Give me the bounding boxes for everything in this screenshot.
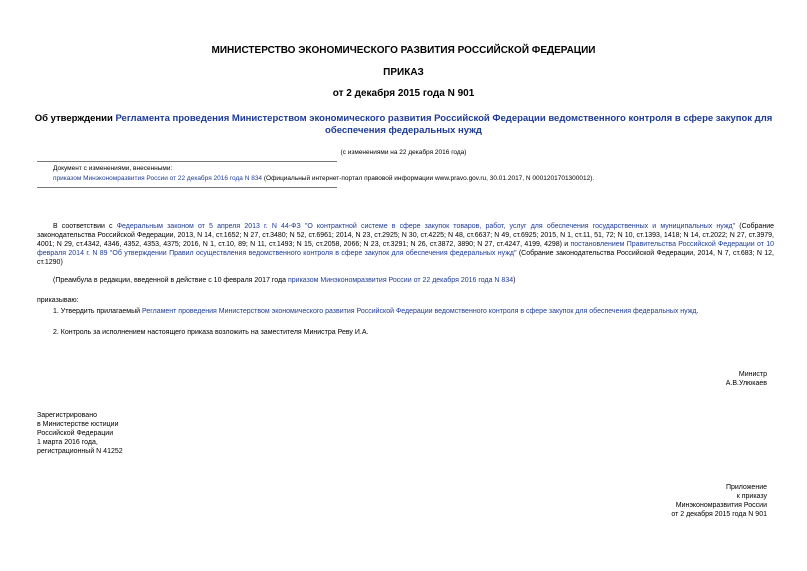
changes-box-bottom-divider — [37, 187, 337, 188]
preamble-paragraph — [37, 222, 774, 267]
edit-note-order-link[interactable]: приказом Минэкономразвития России от 22 декабря 2016 года N 834 — [287, 277, 514, 284]
changes-order-link[interactable]: приказом Минэкономразвития России от 22 декабря 2016 года N 834 — [53, 175, 263, 182]
registration-line5: регистрационный N 41252 — [37, 448, 123, 455]
signature-name: А.В.Улюкаев — [725, 380, 767, 387]
doc-type-heading: ПРИКАЗ — [383, 67, 424, 78]
revision-note: (с изменениями на 22 декабря 2016 года) — [340, 149, 467, 156]
item1-prefix: 1. Утвердить прилагаемый — [53, 308, 142, 315]
federal-law-link[interactable]: Федеральным законом от 5 апреля 2013 г. N 44-ФЗ "О контрактной системе в сфере закупок товаров, работ, услуг для обеспечения государственных и муниципальных нужд" — [116, 223, 736, 230]
registration-line4: 1 марта 2016 года, — [37, 439, 98, 446]
signature-block — [726, 370, 767, 388]
changes-intro: Документ с изменениями, внесенными: — [53, 165, 173, 172]
item1-suffix: . — [696, 308, 699, 315]
edit-note-suffix: ) — [513, 277, 516, 284]
title-prefix: Об утверждении — [34, 113, 116, 124]
document-title — [0, 113, 807, 137]
registration-line2: в Министерстве юстиции — [37, 421, 119, 428]
preamble-edit-note — [53, 276, 515, 285]
edit-note-prefix: (Преамбула в редакции, введенной в действие с 10 февраля 2017 года — [53, 277, 288, 284]
registration-line3: Российской Федерации — [37, 430, 114, 437]
changes-box-top-divider — [37, 161, 337, 162]
appendix-line2: к приказу — [736, 493, 767, 500]
signature-position: Министр — [738, 371, 767, 378]
appendix-line3: Минэкономразвития России — [675, 502, 767, 509]
changes-suffix: (Официальный интернет-портал правовой информации www.pravo.gov.ru, 30.01.2017, N 0001201701300012). — [262, 175, 595, 182]
appendix-line4: от 2 декабря 2015 года N 901 — [671, 511, 767, 518]
appendix-line1: Приложение — [725, 484, 767, 491]
title-regulation-link-line2[interactable]: обеспечения федеральных нужд — [325, 125, 482, 136]
order-word: приказываю: — [37, 297, 79, 304]
order-item-1 — [53, 307, 698, 316]
title-regulation-link[interactable]: Регламента проведения Министерством экономического развития Российской Федерации ведомственного контроля в сфере закупок для — [115, 113, 773, 124]
changes-line — [53, 174, 594, 183]
preamble-lead: В соответствии с — [53, 223, 117, 230]
ministry-heading: МИНИСТЕРСТВО ЭКОНОМИЧЕСКОГО РАЗВИТИЯ РОССИЙСКОЙ ФЕДЕРАЦИИ — [211, 45, 596, 56]
doc-date-heading: от 2 декабря 2015 года N 901 — [332, 88, 475, 99]
government-resolution-link[interactable]: постановлением Правительства Российской Федерации от 10 февраля 2014 г. N 89 "Об утверждении Правил осуществления ведомственного контроля в сфере закупок для обеспечения федеральных нужд" — [37, 241, 774, 257]
preamble-body1: (Собрание законодательства Российской Федерации, 2013, N 14, ст.1652; N 27, ст.3480; N 52, ст.6961; 2014, N 23, ст.2925; N 30, ст.4225; N 48, ст.6637; N 49, ст.6925; 2015, N 1, ст.11, 51, 72; N 10, ст.1393, 1418; N 14, ст.2022; N 27, ст.3979, 4001; N 29, ст.4342, 4346, 4352, 4353, 4375; 2016, N 1, ст.10, 89; N 11, ст.1493; N 15, ст.2058, 2066; N 23, ст.3291; N 26, ст.3872, 3890; N 27, ст.4247, 4199, 4298) и — [37, 223, 774, 248]
order-item-2: 2. Контроль за исполнением настоящего приказа возложить на заместителя Министра Реву И.А. — [53, 329, 369, 336]
registration-block — [37, 411, 123, 456]
preamble-body2: (Собрание законодательства Российской Федерации, 2014, N 7, ст.683; N 12, ст.1290) — [37, 250, 774, 266]
regulation-link[interactable]: Регламент проведения Министерством экономического развития Российской Федерации ведомственного контроля в сфере закупок для обеспечения федеральных нужд — [141, 308, 697, 315]
appendix-block — [671, 483, 767, 519]
registration-line1: Зарегистрировано — [37, 412, 97, 419]
